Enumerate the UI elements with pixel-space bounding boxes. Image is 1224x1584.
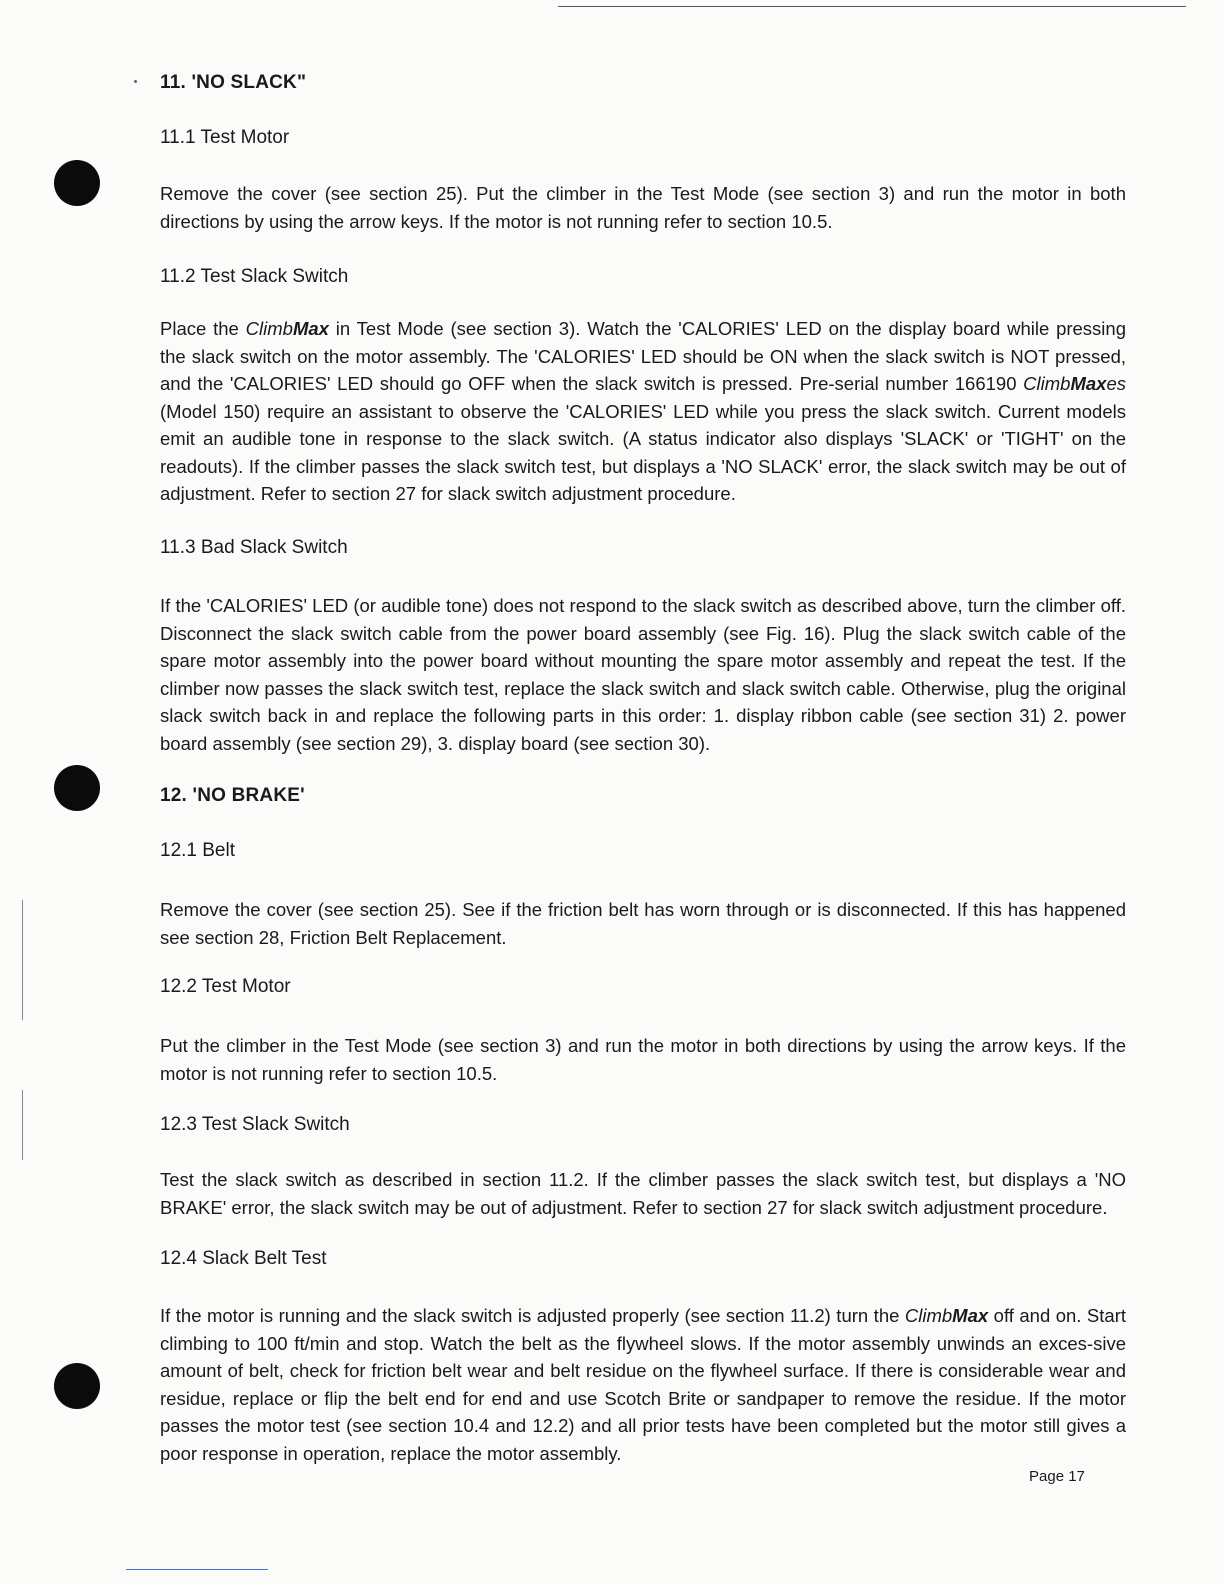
top-rule [558, 6, 1186, 7]
section-12-2-title: 12.2 Test Motor [160, 976, 291, 997]
section-12-3-title: 12.3 Test Slack Switch [160, 1114, 350, 1135]
section-11-heading: 11. 'NO SLACK" [160, 72, 307, 93]
section-11-2-text: Place the ClimbMax in Test Mode (see section 3). Watch the 'CALORIES' LED on the display board while pressing the slack switch on the motor assembly. The 'CALORIES' LED should be ON when the slack switch is NOT pressed, and the 'CALORIES' LED should go OFF when the slack switch is pressed. Pre-serial number 166190 ClimbMaxes (Model 150) require an assistant to observe the 'CALORIES' LED while you press the slack switch. Current models emit an audible tone in response to the slack switch. (A status indicator also displays 'SLACK' or 'TIGHT' on the readouts). If the climber passes the slack switch test, but displays a 'NO SLACK' error, the slack switch may be out of adjustment. Refer to section 27 for slack switch adjustment procedure. [160, 318, 1126, 504]
section-12-3-text: Test the slack switch as described in section 11.2. If the climber passes the slack switch test, but displays a 'NO BRAKE' error, the slack switch may be out of adjustment. Refer to section 27 for slack switch adjustment procedure. [160, 1169, 1126, 1218]
brand-name: Climb [245, 318, 293, 339]
scan-speck [134, 80, 137, 83]
section-12-1-title: 12.1 Belt [160, 840, 235, 861]
brand-name: Climb [1023, 373, 1071, 394]
bottom-rule [126, 1569, 268, 1570]
section-11-3-text: If the 'CALORIES' LED (or audible tone) does not respond to the slack switch as described above, turn the climber off. Disconnect the slack switch cable from the power board assembly (see Fig. 16). Plug the slack switch cable of the spare motor assembly into the power board without mounting the spare motor assembly and repeat the test. If the climber now passes the slack switch test, replace the slack switch and slack switch cable. Otherwise, plug the original slack switch back in and replace the following parts in this order: 1. display ribbon cable (see section 31) 2. power board assembly (see section 29), 3. display board (see section 30). [160, 595, 1126, 754]
section-12-1-text: Remove the cover (see section 25). See if the friction belt has worn through or is disconnected. If this has happened see section 28, Friction Belt Replacement. [160, 899, 1126, 948]
binder-hole [54, 1363, 100, 1409]
section-12-4-text: If the motor is running and the slack switch is adjusted properly (see section 11.2) turn the ClimbMax off and on. Start climbing to 100 ft/min and stop. Watch the belt as the flywheel slows. If the motor assembly unwinds an exces-sive amount of belt, check for friction belt wear and belt residue on the flywheel surface. If there is considerable wear and residue, replace or flip the belt end for end and use Scotch Brite or sandpaper to remove the residue. If the motor passes the motor test (see section 10.4 and 12.2) and all prior tests have been completed but the motor still gives a poor response in operation, replace the motor assembly. [160, 1305, 1126, 1464]
page-number: Page 17 [1029, 1468, 1085, 1485]
section-12-heading: 12. 'NO BRAKE' [160, 785, 305, 806]
scan-edge-mark [22, 1090, 23, 1160]
section-11-1-title: 11.1 Test Motor [160, 127, 290, 148]
section-12-2-text: Put the climber in the Test Mode (see section 3) and run the motor in both directions by using the arrow keys. If the motor is not running refer to section 10.5. [160, 1035, 1126, 1084]
section-11-1-text: Remove the cover (see section 25). Put the climber in the Test Mode (see section 3) and run the motor in both directions by using the arrow keys. If the motor is not running refer to section 10.5. [160, 183, 1126, 232]
section-12-4-title: 12.4 Slack Belt Test [160, 1248, 327, 1269]
binder-hole [54, 160, 100, 206]
binder-hole [54, 765, 100, 811]
section-11-2-title: 11.2 Test Slack Switch [160, 266, 349, 287]
section-11-3-title: 11.3 Bad Slack Switch [160, 537, 348, 558]
scan-edge-mark [22, 900, 23, 1020]
brand-name: Climb [904, 1305, 953, 1326]
